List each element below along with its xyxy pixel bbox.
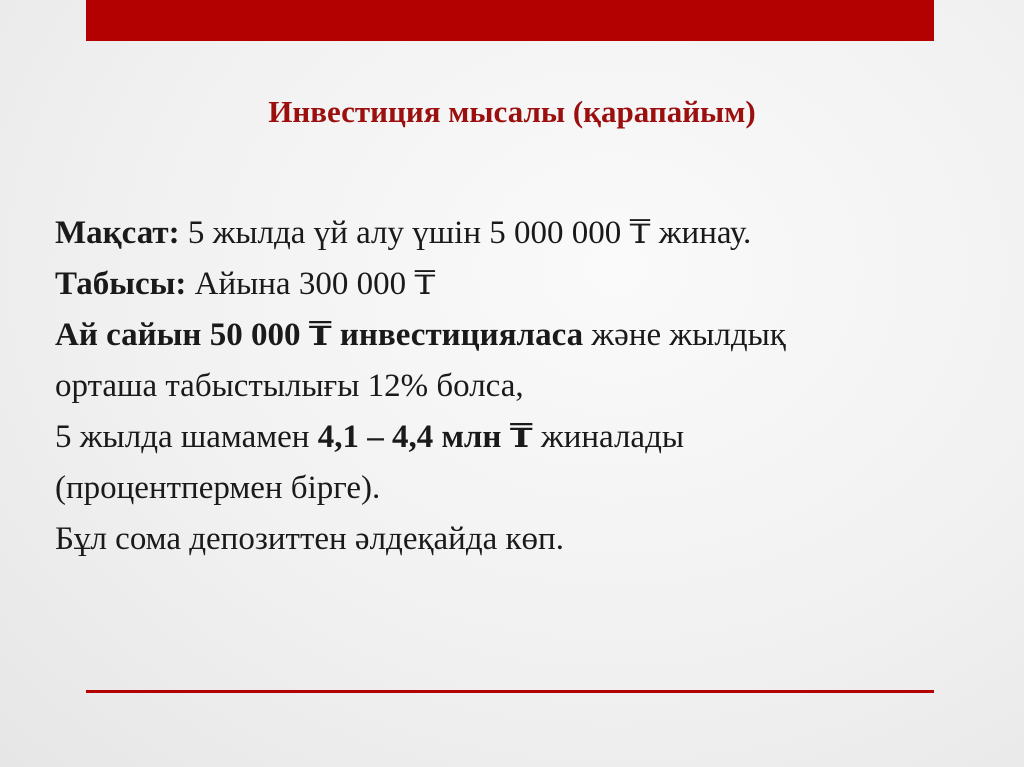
bottom-divider [86,690,934,693]
top-accent-bar [86,0,934,41]
income-label: Табысы: [55,266,187,302]
goal-label: Мақсат: [55,215,180,251]
result-line [55,412,955,463]
invest-text: және жылдық [583,317,786,353]
result-suffix: жиналады [532,419,685,455]
goal-text: 5 жылда үй алу үшін 5 000 000 ₸ жинау. [179,215,752,251]
result-prefix: 5 жылда шамамен [55,419,318,455]
slide-title: Инвестиция мысалы (қарапайым) [268,94,756,129]
result-amount: 4,1 – 4,4 млн ₸ [317,419,533,455]
income-line [55,259,955,310]
invest-line [55,310,955,361]
result-line-2: (процентпермен бірге). [55,470,381,506]
invest-bold-text: Ай сайын 50 000 ₸ инвестицияласа [55,317,584,353]
income-text: Айына 300 000 ₸ [186,266,436,302]
conclusion-line: Бұл сома депозиттен әлдеқайда көп. [55,521,564,557]
goal-line [55,208,955,259]
slide-body [55,208,955,565]
invest-line-2: орташа табыстылығы 12% болса, [55,368,524,404]
